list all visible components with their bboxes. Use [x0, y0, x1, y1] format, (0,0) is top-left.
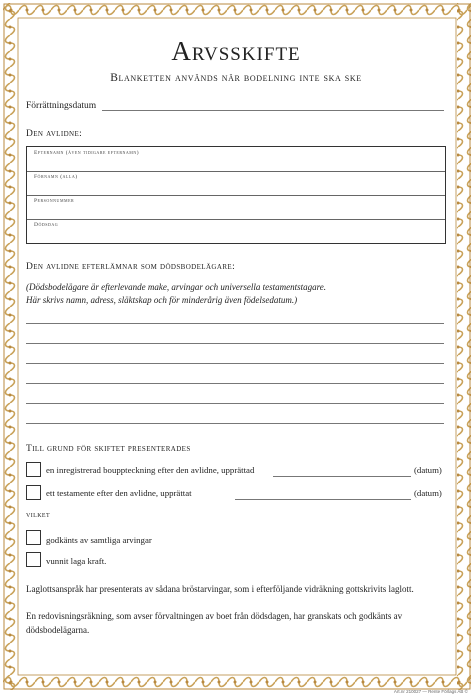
date-field[interactable]: [102, 110, 444, 111]
personal-number-label: Personnummer: [34, 198, 75, 204]
testament-date-suffix: (datum): [414, 488, 442, 498]
basis-heading: Till grund för skiftet presenterades: [26, 444, 191, 454]
testament-checkbox[interactable]: [26, 485, 41, 500]
heirs-line-5[interactable]: [26, 403, 444, 404]
date-label: Förrättningsdatum: [26, 101, 97, 111]
deceased-heading: Den avlidne:: [26, 129, 83, 139]
inventory-date-field[interactable]: [273, 476, 411, 477]
inventory-label: en inregistrerad bouppteckning efter den avlidne, upprättad: [46, 465, 255, 475]
heirs-line-1[interactable]: [26, 323, 444, 324]
form-title: Arvsskifte: [171, 36, 301, 66]
form-subtitle: Blanketten används när bodelning inte ska ske: [110, 72, 362, 84]
firstname-label: Förnamn (alla): [34, 174, 78, 180]
heirs-note-line-2: Här skrivs namn, adress, släktskap och för minderårig även födelsedatum.): [26, 295, 298, 305]
heirs-line-4[interactable]: [26, 383, 444, 384]
paragraph-accounts: En redovisningsräkning, som avser förvaltningen av boet från dödsdagen, har granskats och godkänts av dödsbodelägarna.: [26, 611, 403, 635]
approved-label: godkänts av samtliga arvingar: [46, 535, 152, 545]
deceased-info-box: [26, 146, 446, 244]
heirs-line-2[interactable]: [26, 343, 444, 344]
heirs-line-6[interactable]: [26, 423, 444, 424]
inventory-checkbox[interactable]: [26, 462, 41, 477]
heirs-heading: Den avlidne efterlämnar som dödsbodelägare:: [26, 262, 236, 272]
surname-label: Efternamn (även tidigare efternamn): [34, 150, 140, 156]
which-label: vilket: [26, 509, 51, 519]
inventory-date-suffix: (datum): [414, 465, 442, 475]
legal-force-label: vunnit laga kraft.: [46, 556, 107, 566]
legal-force-checkbox[interactable]: [26, 552, 41, 567]
testament-label: ett testamente efter den avlidne, upprättat: [46, 488, 192, 498]
testament-date-field[interactable]: [235, 499, 411, 500]
personal-number-field[interactable]: [27, 195, 445, 220]
death-date-field[interactable]: [27, 219, 445, 243]
death-date-label: Dödsdag: [34, 222, 59, 228]
heirs-note-line-1: (Dödsbodelägare är efterlevande make, arvingar och universella testamentstagare.: [26, 282, 327, 292]
paragraph-compulsory-share: Laglottsanspråk har presenterats av sådana bröstarvingar, som i efterföljande vidräkning gottskrivits laglott.: [26, 584, 414, 594]
surname-field[interactable]: [27, 147, 445, 172]
footer-article-number: Art.nr 210027 — Rente Förlags AB ©: [393, 689, 468, 694]
heirs-line-3[interactable]: [26, 363, 444, 364]
firstname-field[interactable]: [27, 171, 445, 196]
approved-checkbox[interactable]: [26, 530, 41, 545]
